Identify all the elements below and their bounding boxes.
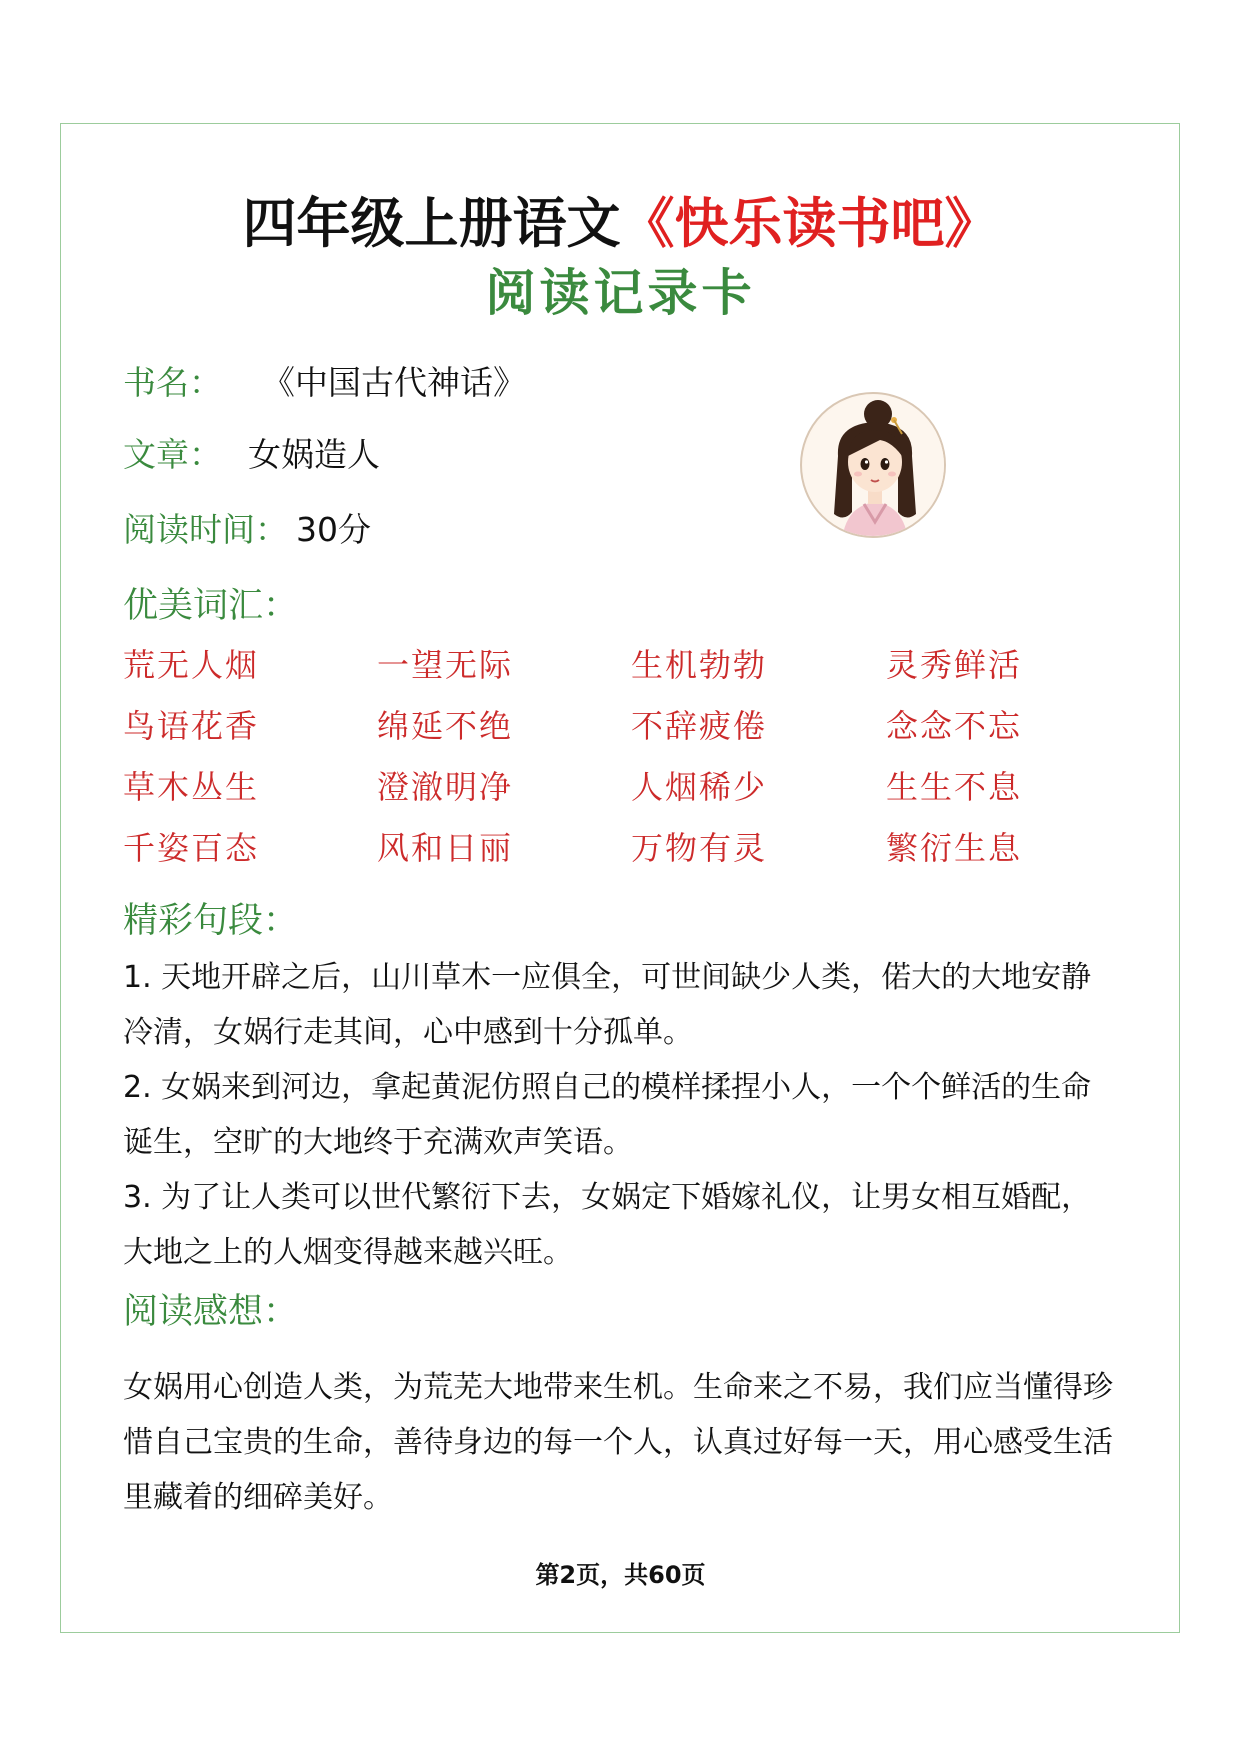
vocab-word: 千姿百态 <box>123 829 260 867</box>
title-highlight: 《快乐读书吧》 <box>620 192 999 255</box>
excerpts-heading: 精彩句段： <box>123 901 299 941</box>
vocab-word: 生机勃勃 <box>631 646 768 684</box>
excerpt-item: 1. 天地开辟之后，山川草木一应俱全，可世间缺少人类，偌大的大地安静冷清，女娲行走其间，心中感到十分孤单。 <box>123 960 1092 1050</box>
time-label: 阅读时间： <box>123 510 288 549</box>
vocab-word: 草木丛生 <box>123 768 260 806</box>
vocab-word: 不辞疲倦 <box>631 707 768 745</box>
excerpt-item: 2. 女娲来到河边，拿起黄泥仿照自己的模样揉捏小人，一个个鲜活的生命诞生，空旷的大地终于充满欢声笑语。 <box>123 1070 1092 1160</box>
vocab-word: 鸟语花香 <box>123 707 260 745</box>
book-label: 书名： <box>123 363 222 402</box>
vocab-word: 万物有灵 <box>631 829 768 867</box>
reflection-text: 女娲用心创造人类，为荒芜大地带来生机。生命来之不易，我们应当懂得珍惜自己宝贵的生命，善待身边的每一个人，认真过好每一天，用心感受生活里藏着的细碎美好。 <box>123 1370 1113 1515</box>
time-value: 30分 <box>296 510 371 549</box>
page-number: 第2页，共60页 <box>535 1561 706 1589</box>
article-label: 文章： <box>123 435 222 474</box>
vocab-word: 一望无际 <box>377 646 514 684</box>
page-subtitle: 阅读记录卡 <box>485 264 756 322</box>
vocab-word: 繁衍生息 <box>886 829 1023 867</box>
vocab-heading: 优美词汇： <box>123 586 299 626</box>
article-value: 女娲造人 <box>248 435 380 474</box>
excerpt-item: 3. 为了让人类可以世代繁衍下去，女娲定下婚嫁礼仪，让男女相互婚配，大地之上的人烟变得越来越兴旺。 <box>123 1180 1092 1270</box>
book-row <box>123 360 526 406</box>
page-title <box>0 188 1241 260</box>
vocab-word: 生生不息 <box>886 768 1023 806</box>
vocab-word: 人烟稀少 <box>631 768 768 806</box>
reflection-heading: 阅读感想： <box>123 1292 299 1332</box>
article-row <box>123 432 380 478</box>
vocab-word: 风和日丽 <box>377 829 514 867</box>
vocab-word: 荒无人烟 <box>123 646 260 684</box>
vocab-word: 澄澈明净 <box>377 768 514 806</box>
girl-avatar-icon <box>800 392 946 538</box>
vocab-word: 念念不忘 <box>886 707 1023 745</box>
book-value: 《中国古代神话》 <box>262 363 526 402</box>
vocab-word: 灵秀鲜活 <box>886 646 1023 684</box>
time-row <box>123 507 371 553</box>
title-prefix: 四年级上册语文 <box>242 192 621 255</box>
vocab-word: 绵延不绝 <box>377 707 514 745</box>
